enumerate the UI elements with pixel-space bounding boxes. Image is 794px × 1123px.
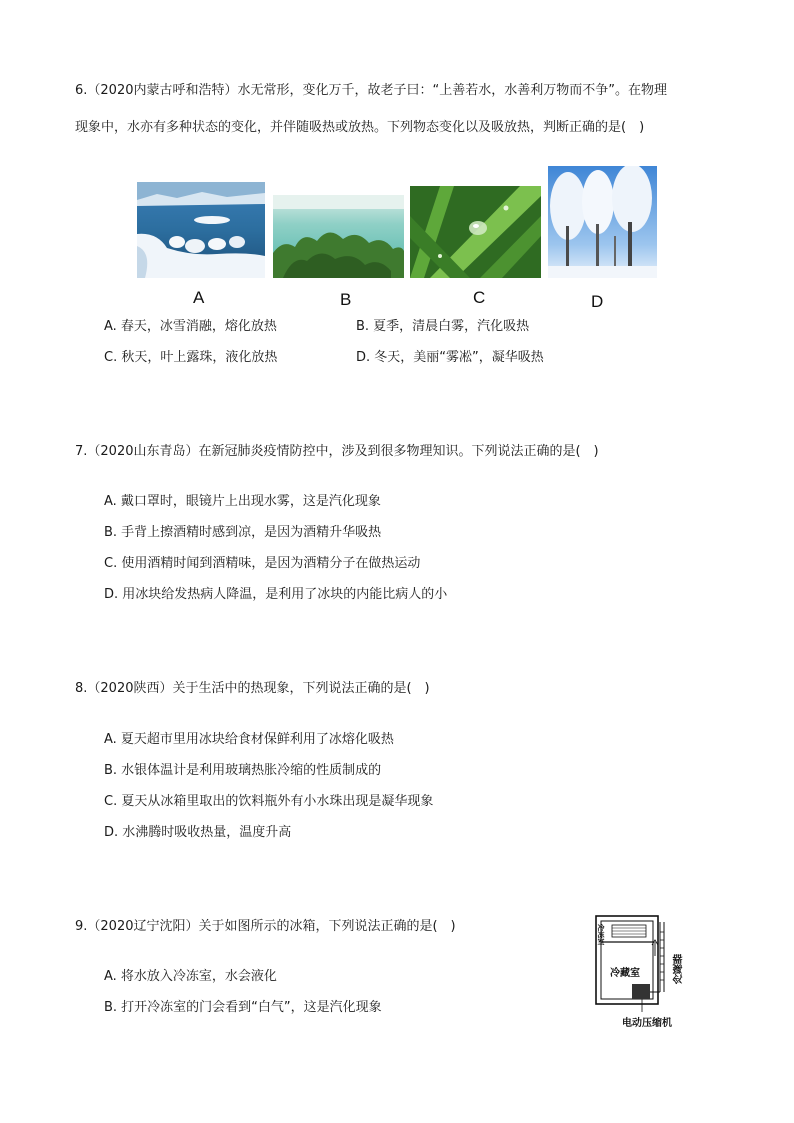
q9-option-a[interactable]: A. 将水放入冷冻室，水会液化 [104,969,277,984]
q9-stem: 9.（2020辽宁沈阳）关于如图所示的冰箱，下列说法正确的是( ) [75,919,456,934]
q6-option-d[interactable]: D. 冬天，美丽“雾凇”，凝华吸热 [356,350,544,365]
q8-stem: 8.（2020陕西）关于生活中的热现象，下列说法正确的是( ) [75,681,430,696]
refrigerator-diagram [588,912,698,1032]
q6-option-a[interactable]: A. 春天，冰雪消融，熔化放热 [104,319,277,334]
image-label-c: C [473,288,486,307]
q6-stem-line1: 6.（2020内蒙古呼和浩特）水无常形，变化万千，故老子曰：“上善若水，水善利万物而不争”。在物理 [75,83,667,98]
q8-option-b[interactable]: B. 水银体温计是利用玻璃热胀冷缩的性质制成的 [104,763,382,778]
q7-stem: 7.（2020山东青岛）在新冠肺炎疫情防控中，涉及到很多物理知识。下列说法正确的是( ) [75,444,599,459]
q8-option-d[interactable]: D. 水沸腾时吸收热量，温度升高 [104,825,292,840]
fridge-compartment-label: 冷藏室 [610,968,640,979]
image-label-d: D [591,292,604,311]
condenser-label: 冷凝器 [674,954,685,984]
q7-option-a[interactable]: A. 戴口罩时，眼镜片上出现水雾，这是汽化现象 [104,494,381,509]
dew-on-leaf-photo [410,186,541,278]
q6-option-c[interactable]: C. 秋天，叶上露珠，液化放热 [104,350,278,365]
compressor-label: 电动压缩机 [622,1018,672,1029]
q8-option-a[interactable]: A. 夏天超市里用冰块给食材保鲜利用了冰熔化吸热 [104,732,394,747]
q9-option-b[interactable]: B. 打开冷冻室的门会看到“白气”，这是汽化现象 [104,1000,382,1015]
image-label-a: A [193,288,205,307]
q7-option-b[interactable]: B. 手背上擦酒精时感到凉，是因为酒精升华吸热 [104,525,382,540]
q7-option-c[interactable]: C. 使用酒精时闻到酒精味，是因为酒精分子在做热运动 [104,556,421,571]
rime-frost-trees-photo [548,166,657,278]
freezer-label: 冷冻室 [597,924,605,945]
image-label-b: B [340,290,352,309]
q6-stem-line2: 现象中，水亦有多种状态的变化，并伴随吸热或放热。下列物态变化以及吸放热，判断正确的是( ) [75,120,645,135]
morning-fog-photo [273,195,404,278]
q8-option-c[interactable]: C. 夏天从冰箱里取出的饮料瓶外有小水珠出现是凝华现象 [104,794,434,809]
q7-option-d[interactable]: D. 用冰块给发热病人降温，是利用了冰块的内能比病人的小 [104,587,448,602]
q6-option-b[interactable]: B. 夏季，清晨白雾，汽化吸热 [356,319,530,334]
ice-melting-snow-photo [137,182,265,278]
